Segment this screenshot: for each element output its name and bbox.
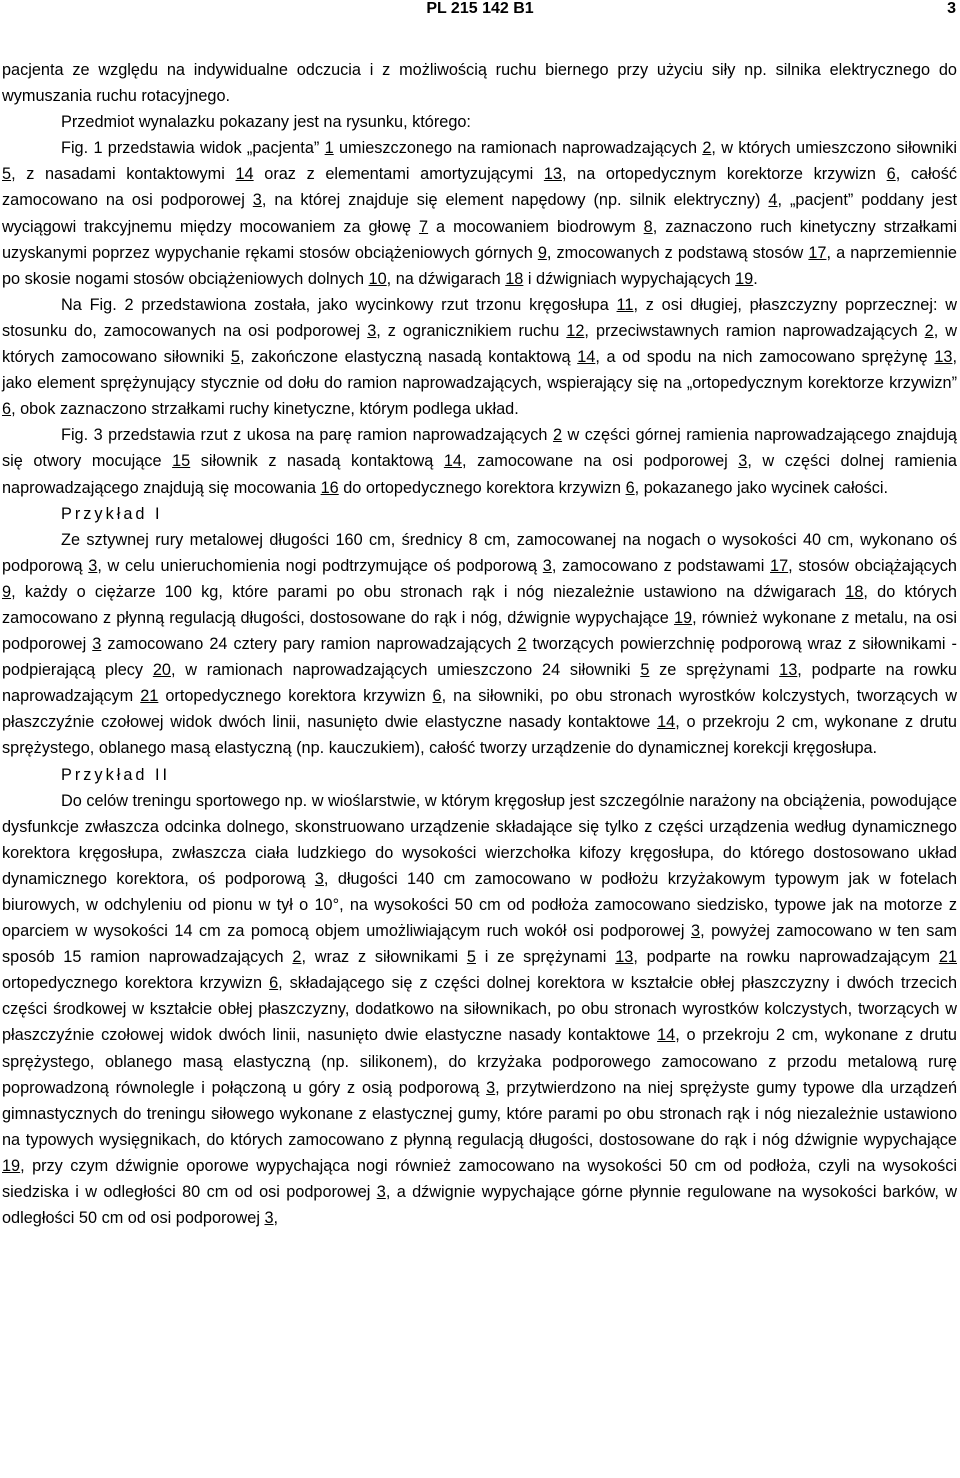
paragraph-text: , również wykonane z metalu, na osi podporowej [2,608,957,654]
reference-numeral: 6 [2,400,12,419]
paragraph-text: , zamocowano z podstawami [551,556,771,575]
reference-numeral: 5 [640,661,650,680]
reference-numeral: 6 [625,478,635,497]
reference-numeral: 5 [466,948,476,967]
paragraph-text: , zaznaczono ruch kinetyczny strzałkami uzyskanymi poprzez wypychanie rękami stosów obciążeniowych górnych [2,217,957,262]
reference-numeral: 14 [657,713,676,732]
reference-numeral: 18 [845,582,864,601]
paragraph-text: , o przekroju 2 cm, wykonane z drutu sprężystego, oblanego masą elastyczną (np. kauczukiem), całość tworzy urządzenie do dynamicznej korekcji kręgosłupa. [2,713,957,758]
paragraph-text: Fig. 3 przedstawia rzut z ukosa na parę ramion naprowadzających [61,426,553,445]
reference-numeral: 13 [934,348,953,367]
paragraph-text: i ze sprężynami [475,948,616,967]
reference-numeral: 8 [643,217,653,236]
paragraph-text: , w ramionach naprowadzających umieszczono 24 siłowniki [170,661,641,680]
reference-numeral: 16 [320,478,339,497]
paragraph-text: a mocowaniem biodrowym [428,217,644,236]
reference-numeral: 9 [537,243,547,262]
paragraph-text: do ortopedycznego korektora krzywizn [338,478,626,497]
paragraph-text: i dźwigniach wypychających [523,269,736,288]
paragraph-text: , zamocowane na osi podporowej [462,452,739,471]
paragraph-text: Na Fig. 2 przedstawiona została, jako wycinkowy rzut trzonu kręgosłupa [61,295,617,314]
example-heading [2,762,957,788]
reference-numeral: 19 [673,608,693,627]
paragraph-text: , „pacjent” poddany jest wyciągowi trakcyjnemu między mocowaniem za głowę [2,191,957,236]
paragraph-text: , w celu unieruchomienia nogi podtrzymujące oś podporową [97,556,543,575]
paragraph-text: , na ortopedycznym korektorze krzywizn [561,165,887,184]
reference-numeral: 6 [432,687,442,706]
paragraph-text: , na dźwigarach [386,269,506,288]
paragraph-text: , składającego się z części dolnej korektora w kształcie obłej płaszczyzny i dwóch trzecich części środkowej w kształcie obłej płaszczyzny, dodatkowo na siłownikach, po obu stronach wyrostków kolczystych, tworzących w płaszczyźnie czołowej widok dwóch linii, nasunięto dwie elastyczne nasady kontaktowe [2,974,957,1045]
reference-numeral: 1 [324,139,334,158]
paragraph-text: , o przekroju 2 cm, wykonane z drutu sprężystego, oblanego masą elastyczną (np. silikonem), do krzyżaka podporowego zamocowano z przodu metalową rurę poprowadzoną równolegle i połączoną u góry z osią podporową [2,1026,957,1097]
reference-numeral: 3 [264,1209,274,1228]
reference-numeral: 15 [172,452,191,471]
paragraph-text: , na której znajduje się element napędowy (np. silnik elektryczny) [261,191,769,210]
paragraph-text: oraz z elementami amortyzującymi [253,165,544,184]
paragraph-text: , [273,1209,279,1228]
paragraph [2,57,957,109]
reference-numeral: 14 [577,348,596,367]
reference-numeral: 2 [552,426,563,445]
reference-numeral: 14 [235,165,254,184]
reference-numeral: 18 [505,269,524,288]
reference-numeral: 3 [542,556,552,575]
paragraph-text: , zakończone elastyczną nasadą kontaktową [239,348,578,367]
example-heading [2,501,957,527]
reference-numeral: 11 [616,295,634,314]
paragraph [2,788,957,1232]
paragraph-text: , jako element sprężynujący stycznie od dołu do ramion naprowadzających, wspierający się na „ortopedycznym korektorze krzywizn” [2,348,957,393]
reference-numeral: 3 [486,1078,496,1097]
reference-numeral: 10 [368,269,387,288]
paragraph-text: Do celów treningu sportowego np. w wioślarstwie, w którym kręgosłup jest szczególnie narażony na obciążenia, powodujące dysfunkcje zwłaszcza odcinka dolnego, skonstruowano urządzenie składające się tylko z części urządzenia według dynamicznego korektora kręgosłupa, zwłaszcza ciała ludzkiego do wysokości wierzchołka kifozy kręgosłupa, do którego dostosowano układ dynamicznego korektora, oś podporową [2,791,957,888]
document-body [2,57,957,1231]
reference-numeral: 3 [252,191,262,210]
reference-numeral: 3 [314,869,324,888]
reference-numeral: 6 [886,165,896,184]
reference-numeral: 3 [691,922,701,941]
paragraph-text: , na siłowniki, po obu stronach wyrostków kolczystych, tworzących w płaszczyźnie czołowej widok dwóch linii, nasunięto dwie elastyczne nasady kontaktowe [2,687,957,732]
paragraph-text: Fig. 1 przedstawia widok „pacjenta” [61,139,325,158]
paragraph-text: , z ogranicznikiem ruchu [376,321,567,340]
paragraph-text: , w których zamocowano siłowniki [2,321,958,367]
reference-numeral: 5 [230,348,240,367]
paragraph-text: , podparte na rowku naprowadzającym [2,661,957,706]
paragraph-text: w części górnej ramienia naprowadzającego znajdują się otwory mocujące [2,426,957,471]
paragraph [2,527,957,762]
paragraph [2,292,957,422]
paragraph-text: zamocowano 24 cztery pary ramion naprowadzających [101,635,518,654]
paragraph-text: tworzących powierzchnię podporową wraz z siłownikami - podpierającą plecy [2,635,957,680]
paragraph-text: ze sprężynami [649,661,780,680]
paragraph-text: Przedmiot wynalazku pokazany jest na rysunku, którego: [61,113,471,132]
reference-numeral: 6 [269,974,279,993]
paragraph-text: ortopedycznego korektora krzywizn [158,687,433,706]
reference-numeral: 9 [2,582,12,601]
paragraph-text: , w części dolnej ramienia naprowadzającego znajdują się mocowania [2,452,957,497]
reference-numeral: 2 [517,635,527,654]
reference-numeral: 17 [770,556,789,575]
document-number: PL 215 142 B1 [426,0,534,17]
paragraph-text: Ze sztywnej rury metalowej długości 160 cm, średnicy 8 cm, zamocowanej na nogach o wysokości 40 cm, wykonano oś podporową [2,530,957,575]
paragraph-text: , w których umieszczono siłowniki [711,139,957,158]
paragraph-text: , a dźwignie wypychające górne płynnie regulowane na wysokości barków, w odległości 50 cm od osi podporowej [2,1183,957,1228]
paragraph-text: , długości 140 cm zamocowano w podłożu krzyżakowym typowym jak w fotelach biurowych, w odchyleniu od pionu w tył o 10°, na wysokości 50 cm od podłoża zamocowano siedzisko, typowe jak na motorze z oparciem w wysokości 14 cm za pomocą objem umożliwiającym ruch wokół osi podporowej [2,869,957,941]
paragraph-text: , każdy o ciężarze 100 kg, które parami po obu stronach rąk i nóg niezależnie ustawiono na dźwigarach [11,582,846,601]
paragraph-text: , stosów obciążających [788,556,957,575]
paragraph-text: , pokazanego jako wycinek całości. [634,478,889,497]
reference-numeral: 3 [92,635,102,654]
paragraph-text: , przytwierdzono na niej sprężyste gumy typowe dla urządzeń gimnastycznych do treningu siłowego wykonane z elastycznej gumy, które parami po obu stronach rąk i nóg niezależnie ustawiono na typowych wysięgnikach, do których zamocowano z płynną regulacją długości, dostosowane do rąk i nóg dźwignie wypychające [2,1078,957,1149]
paragraph [2,109,957,135]
reference-numeral: 21 [938,948,957,967]
paragraph-text: , przeciwstawnych ramion naprowadzających [584,321,925,340]
reference-numeral: 14 [443,452,462,471]
paragraph [2,135,957,292]
paragraph-text: siłownik z nasadą kontaktową [190,452,444,471]
reference-numeral: 3 [367,321,377,340]
paragraph-text: , wraz z siłownikami [301,948,467,967]
paragraph-text: ortopedycznego korektora krzywizn [2,974,270,993]
paragraph-text: , z osi długiej, płaszczyzny poprzecznej: w stosunku do, zamocowanych na osi podporowej [2,295,957,340]
reference-numeral: 13 [779,661,798,680]
paragraph-text: , a naprzemiennie po skosie nogami stosów obciążeniowych dolnych [2,243,957,288]
paragraph-text: , zmocowanych z podstawą stosów [546,243,809,262]
paragraph-text: , obok zaznaczono strzałkami ruchy kinetyczne, którym podlega układ. [11,400,519,419]
reference-numeral: 7 [419,217,429,236]
paragraph-text: , z nasadami kontaktowymi [11,165,236,184]
reference-numeral: 2 [292,948,302,967]
paragraph-text: pacjenta ze względu na indywidualne odczucia i z możliwością ruchu biernego przy użyciu siły np. silnika elektrycznego do wymuszania ruchu rotacyjnego. [2,61,957,106]
paragraph-text: , powyżej zamocowano w ten sam sposób 15 ramion naprowadzających [2,922,957,967]
reference-numeral: 14 [657,1026,676,1045]
reference-numeral: 17 [808,243,827,262]
reference-numeral: 13 [543,165,562,184]
reference-numeral: 19 [2,1156,21,1175]
paragraph-text: , do których zamocowano z płynną regulacją długości, dostosowane do rąk i nóg, dźwignie wypychające [2,582,957,627]
paragraph [2,422,957,500]
example-heading-text: Przykład I [61,504,163,523]
reference-numeral: 2 [924,321,934,340]
paragraph-text: , podparte na rowku naprowadzającym [633,948,939,967]
paragraph-text: , a od spodu na nich zamocowano sprężynę [595,348,935,367]
reference-numeral: 19 [735,269,754,288]
reference-numeral: 21 [140,687,159,706]
page-header [0,0,960,20]
example-heading-text: Przykład II [61,765,171,784]
reference-numeral: 13 [615,948,634,967]
paragraph-text: , przy czym dźwignie oporowe wypychająca nogi również zamocowano na wysokości 50 cm od podłoża, czyli na wysokości siedziska i w odległości 80 cm od osi podporowej [2,1156,957,1202]
reference-numeral: 5 [2,165,12,184]
reference-numeral: 3 [738,452,748,471]
reference-numeral: 2 [702,139,712,158]
paragraph-text: , całość zamocowano na osi podporowej [2,165,957,210]
reference-numeral: 3 [376,1183,386,1202]
paragraph-text: . [753,269,758,288]
reference-numeral: 12 [566,321,585,340]
reference-numeral: 3 [88,556,98,575]
page-number: 3 [947,0,956,17]
reference-numeral: 20 [152,661,171,680]
paragraph-text: umieszczonego na ramionach naprowadzających [333,139,703,158]
reference-numeral: 4 [768,191,778,210]
